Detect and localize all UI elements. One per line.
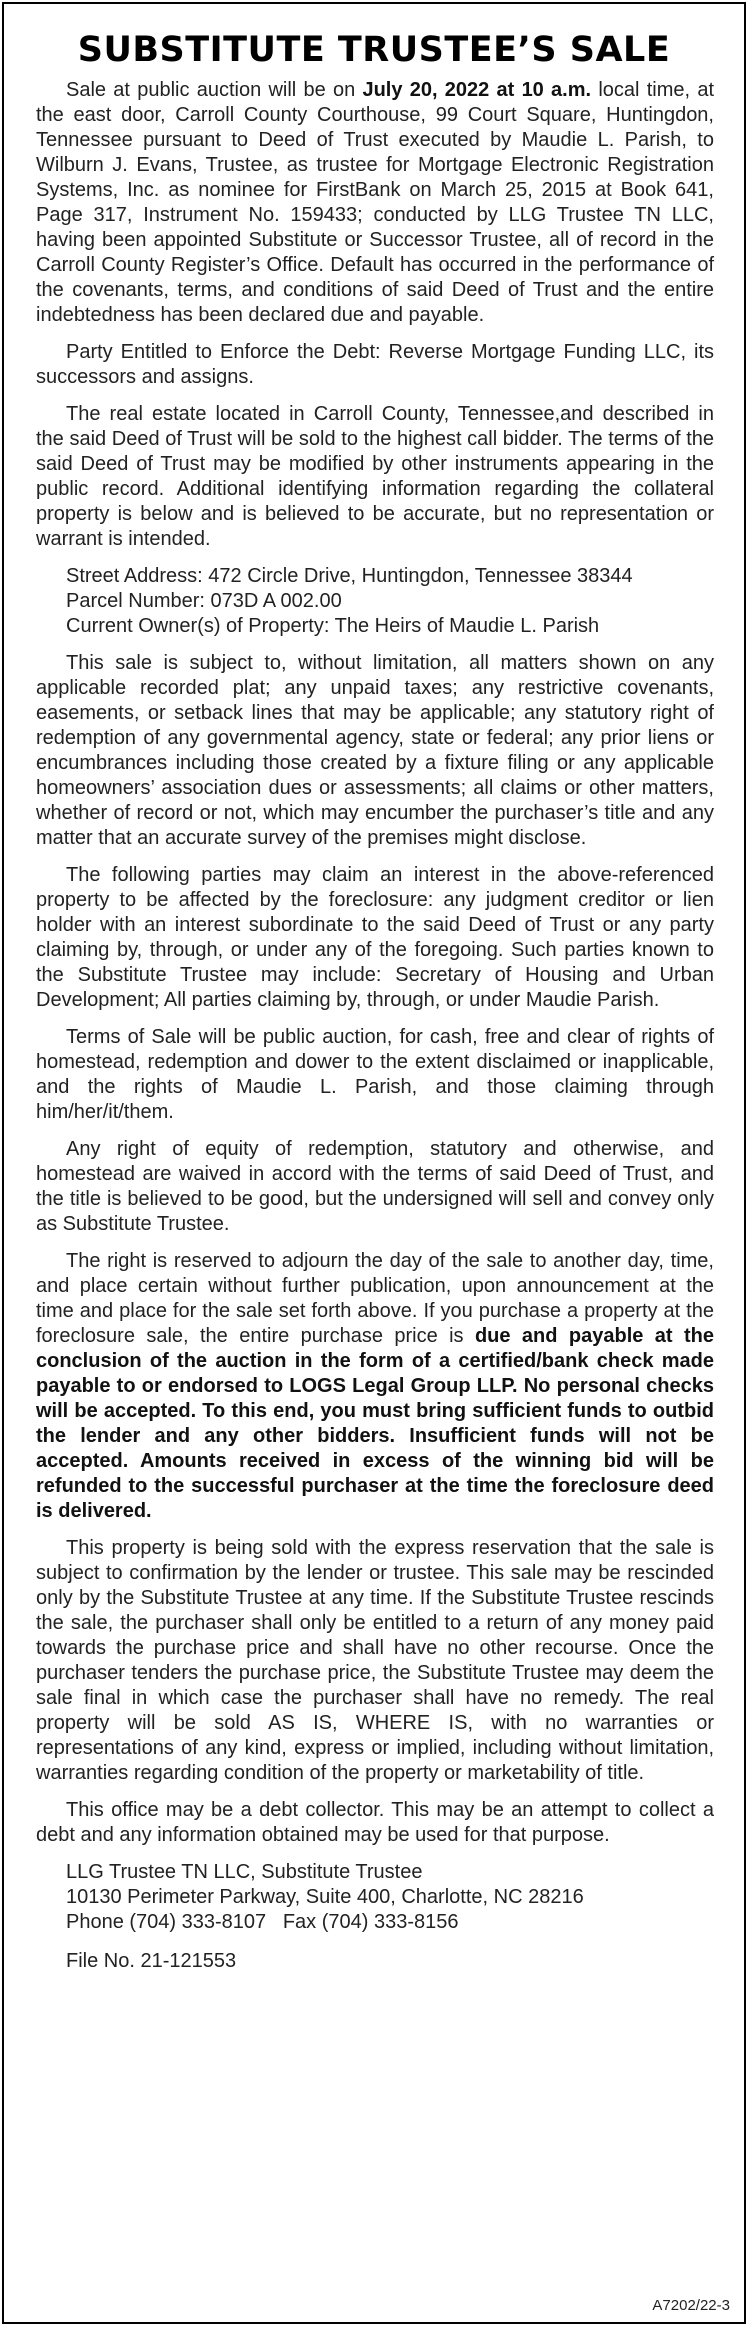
- notice-body: [4, 78, 744, 1974]
- paragraph-interested-parties: The following parties may claim an interest in the above-referenced property to be affected by the foreclosure: any judgment creditor or lien holder with an interest subordinate to the said Deed of Trust or any party claiming by, through, or under any of the foregoing. Such parties known to the Substitute Trustee may include: Secretary of Housing and Urban Development; All parties claiming by, through, or under Maudie Parish.: [36, 864, 714, 1011]
- reference-code: A7202/22-3: [652, 2297, 730, 2314]
- paragraph-sale-details: [36, 78, 714, 328]
- paragraph-text: Sale at public auction will be on: [66, 79, 363, 101]
- file-number: File No. 21-121553: [66, 1950, 237, 1972]
- paragraph-real-estate: The real estate located in Carroll County, Tennessee,and described in the said Deed of Trust will be sold to the highest call bidder. The terms of the said Deed of Trust may be modified by other instruments appearing in the public record. Additional identifying information regarding the collateral property is below and is believed to be accurate, but no representation or warrant is intended.: [36, 403, 714, 550]
- paragraph-terms-of-sale: Terms of Sale will be public auction, for cash, free and clear of rights of homestead, redemption and dower to the extent disclaimed or inapplicable, and the rights of Maudie L. Parish, and those claiming through him/her/it/them.: [36, 1026, 714, 1123]
- street-address: Street Address: 472 Circle Drive, Huntingdon, Tennessee 38344: [66, 565, 633, 587]
- trustee-phone: Phone (704) 333-8107 Fax (704) 333-8156: [66, 1911, 459, 1933]
- payment-terms: due and payable at the conclusion of the auction in the form of a certified/bank check made payable to or endorsed to LOGS Legal Group LLP. No personal checks will be accepted. To this end, you must bring sufficient funds to outbid the lender and any other bidders. Insufficient funds will not be accepted. Amounts received in excess of the winning bid will be refunded to the successful purchaser at the time the foreclosure deed is delivered.: [36, 1325, 714, 1522]
- trustee-contact: [66, 1860, 714, 1935]
- parcel-number: Parcel Number: 073D A 002.00: [66, 590, 342, 612]
- paragraph-adjourn-payment: [36, 1249, 714, 1524]
- trustee-name: LLG Trustee TN LLC, Substitute Trustee: [66, 1861, 423, 1883]
- paragraph-subject-to: This sale is subject to, without limitation, all matters shown on any applicable recorded plat; any unpaid taxes; any restrictive covenants, easements, or setback lines that may be applicable; any statutory right of redemption of any governmental agency, state or federal; any prior liens or encumbrances including those created by a fixture filing or any applicable homeowners’ association dues or assessments; all claims or other matters, whether of record or not, which may encumber the purchaser’s title and any matter that an accurate survey of the premises might disclose.: [36, 652, 714, 849]
- paragraph-redemption: Any right of equity of redemption, statutory and otherwise, and homestead are waived in accord with the terms of said Deed of Trust, and the title is believed to be good, but the undersigned will sell and convey only as Substitute Trustee.: [36, 1138, 714, 1235]
- property-info: [66, 564, 714, 639]
- paragraph-text: local time, at the east door, Carroll County Courthouse, 99 Court Square, Huntingdon, Tennessee pursuant to Deed of Trust executed by Maudie L. Parish, to Wilburn J. Evans, Trustee, as trustee for Mortgage Electronic Registration Systems, Inc. as nominee for FirstBank on March 25, 2015 at Book 641, Page 317, Instrument No. 159433; conducted by LLG Trustee TN LLC, having been appointed Substitute or Successor Trustee, all of record in the Carroll County Register’s Office. Default has occurred in the performance of the covenants, terms, and conditions of said Deed of Trust and the entire indebtedness has been declared due and payable.: [36, 79, 714, 326]
- paragraph-debt-collector: This office may be a debt collector. This may be an attempt to collect a debt and any information obtained may be used for that purpose.: [36, 1799, 714, 1846]
- sale-date: July 20, 2022 at 10 a.m.: [362, 79, 592, 101]
- paragraph-text: The right is reserved to adjourn the day of the sale to another day, time, and place certain without further publication, upon announcement at the time and place for the sale set forth above. If you purchase a property at the foreclosure sale, the entire purchase price is: [36, 1250, 714, 1347]
- paragraph-party-entitled: Party Entitled to Enforce the Debt: Reverse Mortgage Funding LLC, its successors and assigns.: [36, 341, 714, 388]
- current-owner: Current Owner(s) of Property: The Heirs of Maudie L. Parish: [66, 615, 600, 637]
- trustee-address: 10130 Perimeter Parkway, Suite 400, Charlotte, NC 28216: [66, 1886, 584, 1908]
- paragraph-confirmation: This property is being sold with the express reservation that the sale is subject to confirmation by the lender or trustee. This sale may be rescinded only by the Substitute Trustee at any time. If the Substitute Trustee rescinds the sale, the purchaser shall only be entitled to a return of any money paid towards the purchase price and shall have no other recourse. Once the purchaser tenders the purchase price, the Substitute Trustee may deem the sale final in which case the purchaser shall have no remedy. The real property will be sold AS IS, WHERE IS, with no warranties or representations of any kind, express or implied, including without limitation, warranties regarding condition of the property or marketability of title.: [36, 1537, 714, 1784]
- legal-notice: [2, 2, 746, 2324]
- notice-title: SUBSTITUTE TRUSTEE’S SALE: [77, 30, 671, 70]
